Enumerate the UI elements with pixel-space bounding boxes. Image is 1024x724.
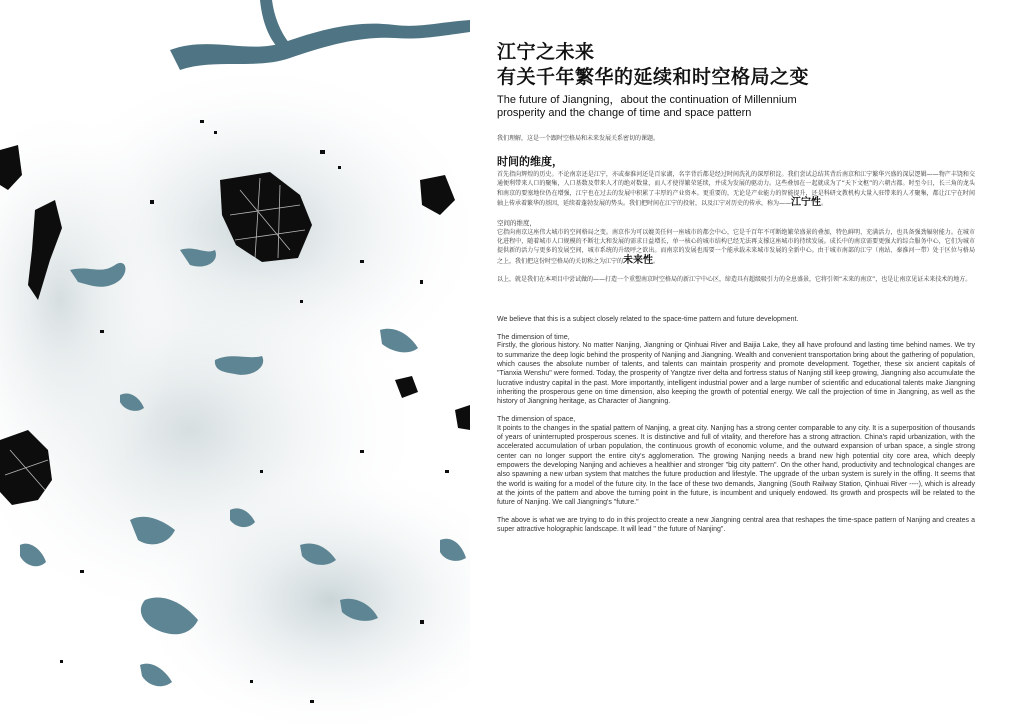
english-space-body: It points to the changes in the spatial pattern of Nanjing, a great city. Nanjing has a strong center comparable to any city. It is a superposition of thousands of years of uninterrupted prosperous scenes. It is distinctive and full of vitality, and therefore has a strong attraction. China's rapid urbanization, with the accelerated accumulation of urban population, the continuous growth of economic volume, and the outward expansion of urban space, a single strong center can no longer support the entire city's agglomeration. The growing Nanjing needs a brand new high potential city core area, which deeply empowers the developing Nanjing and achieves a healthier and stronger "big city pattern". On the other hand, productivity and technological changes are also spawning a new urban system that matches the future production and lifestyle. The upgrade of the urban system is surely in the offing. It seems that the world is waiting for a model of the future city. In the face of these two demands, Jiangning (South Railway Station, Qinhuai River ----), which is already at the joints of the pattern and above the turning point in the future, is incumbent and uniquely endowed. Its growth and prospects will be related to the future of Nanjing. We call Jiangning's "future." bbox=[497, 424, 975, 507]
urban-area bbox=[455, 405, 470, 430]
page-subtitle: 有关千年繁华的延续和时空格局之变 bbox=[497, 66, 810, 88]
chinese-conclusion: 以上，就是我们在本项目中尝试做的——打造一个重塑南京时空格局的新江宁中心区，缔造具有超级吸引力的全息盛景，它将引领“未来的南京”，也是让南京见证未来技术的地方。 bbox=[497, 276, 972, 284]
chinese-lead: 我们理解，这是一个跟时空格局和未来发展关系密切的课题。 bbox=[497, 135, 660, 142]
ink-map-graphic bbox=[0, 0, 470, 724]
english-time-body: Firstly, the glorious history. No matter Nanjing, Jiangning or Qinhuai River and Baijia Lake, they all have profound and lasting time behind names. We try to summarize the deep logic behind the prosperity of Nanjing and Jiangning. Wealth and convenient transportation bring about the gathering of population, which causes the absolute number of talents, and talents can maintain prosperity and promote development. Together, these six ancient capitals of "Tianxia Wenshu" were formed. Today, the prosperity of Yangtze river delta and fortress status of Nanjing still keep growing, Jiangning also accumulate the lucrative industry capital in the past. More importantly, intelligent industrial power and a large number of scientific and educational talents make Jiangning inheriting the prosperous gene on time dimension, also keeping the growth of potential energy. We call the projection of time in Jiangning, as well as the history of Jiangning heritage, as Character of Jiangning. bbox=[497, 342, 975, 406]
chinese-space-text: 它指向南京这座伟大城市的空间格局之变。南京作为可以媲美任何一座城市的都会中心，它是千百年不可断绝繁荣盛景的叠加，特色鲜明、充满活力，也具备强劲辐射能力。在城市化进程中，随着城市人口规模的不断壮大和发展的需求日益增长，单一核心的城市结构已经无法再支撑这座城市的持续发展。成长中的南京需要更强大的综合服务中心，它们为城市提供新的活力与更多的发展空间，城市系统的升级呼之欲出。而南京的发展也需要一个能承载未来城市发展的全新中心。由于城市南部的江宁（南站、秦淮河一带）处于区位与格局之上，我们把这份时空格局的关切称之为江宁的 bbox=[497, 228, 975, 265]
chinese-space-heading: 空间的维度， bbox=[497, 218, 536, 227]
map-illustration bbox=[0, 0, 470, 724]
river bbox=[260, 0, 290, 50]
chinese-space-body: 它指向南京这座伟大城市的空间格局之变。南京作为可以媲美任何一座城市的都会中心，它是千百年不可断绝繁荣盛景的叠加，特色鲜明、充满活力，也具备强劲辐射能力。在城市化进程中，随着城市人口规模的不断壮大和发展的需求日益增长，单一核心的城市结构已经无法再支撑这座城市的持续发展。成长中的南京需要更强大的综合服务中心，它们为城市提供新的活力与更多的发展空间，城市系统的升级呼之欲出。而南京的发展也需要一个能承载未来城市发展的全新中心。由于城市南部的江宁（南站、秦淮河一带）处于区位与格局之上，我们把这份时空格局的关切称之为江宁的未来性。 bbox=[497, 228, 975, 266]
english-lead: We believe that this is a subject closely related to the space-time pattern and future development. bbox=[497, 315, 799, 323]
chinese-time-body: 首先指向辉煌的历史。不论南京还是江宁，亦或秦淮河还是百家湖，名字背后都是经过时间洗礼的深厚积淀。我们尝试总结其背后南京和江宁繁华兴盛的深层逻辑——物产丰饶和交通便利带来人口的聚集，人口基数及带来人才的绝对数量，而人才使得繁荣延续，并成为发展的驱动力。这些叠加在一起就成为了“天下文枢”的六朝古都。时至今日，长三角的龙头和南京的要塞地位仍在增强，江宁也在过去的发展中积累了丰厚的产业资本。更重要的，无论是产业能力的智能提升，还是科研文教机构大量入驻带来的人才聚集，都让江宁在时间轴上传承着繁华的基因，延续着蓬勃发展的势头。我们把时间在江宁的投射，以及江宁对历史的传承，称为——江宁性。 bbox=[497, 171, 975, 209]
river bbox=[170, 20, 470, 70]
chinese-time-keyword: 江宁性 bbox=[791, 197, 822, 209]
page-title: 江宁之未来 bbox=[497, 41, 595, 63]
english-time-heading: The dimension of time, bbox=[497, 331, 570, 341]
text-column bbox=[497, 40, 975, 720]
english-conclusion: The above is what we are trying to do in this project:to create a new Jiangning central area that reshapes the time-space pattern of Nanjing and creates a super attractive holographic landscape. It will lead " the future of Nanjing". bbox=[497, 516, 975, 533]
english-title: The future of Jiangning，about the continuation of Millennium prosperity and the change of time and space pattern bbox=[497, 94, 797, 119]
english-space-heading: The dimension of space, bbox=[497, 414, 576, 424]
chinese-time-text: 首先指向辉煌的历史。不论南京还是江宁，亦或秦淮河还是百家湖，名字背后都是经过时间洗礼的深厚积淀。我们尝试总结其背后南京和江宁繁华兴盛的深层逻辑——物产丰饶和交通便利带来人口的聚集，人口基数及带来人才的绝对数量，而人才使得繁荣延续，并成为发展的驱动力。这些叠加在一起就成为了“天下文枢”的六朝古都。时至今日，长三角的龙头和南京的要塞地位仍在增强，江宁也在过去的发展中积累了丰厚的产业资本。更重要的，无论是产业能力的智能提升，还是科研文教机构大量入驻带来的人才聚集，都让江宁在时间轴上传承着繁华的基因，延续着蓬勃发展的势头。我们把时间在江宁的投射，以及江宁对历史的传承，称为—— bbox=[497, 171, 975, 208]
chinese-time-heading: 时间的维度， bbox=[497, 155, 563, 168]
chinese-space-keyword: 未来性 bbox=[623, 254, 654, 266]
